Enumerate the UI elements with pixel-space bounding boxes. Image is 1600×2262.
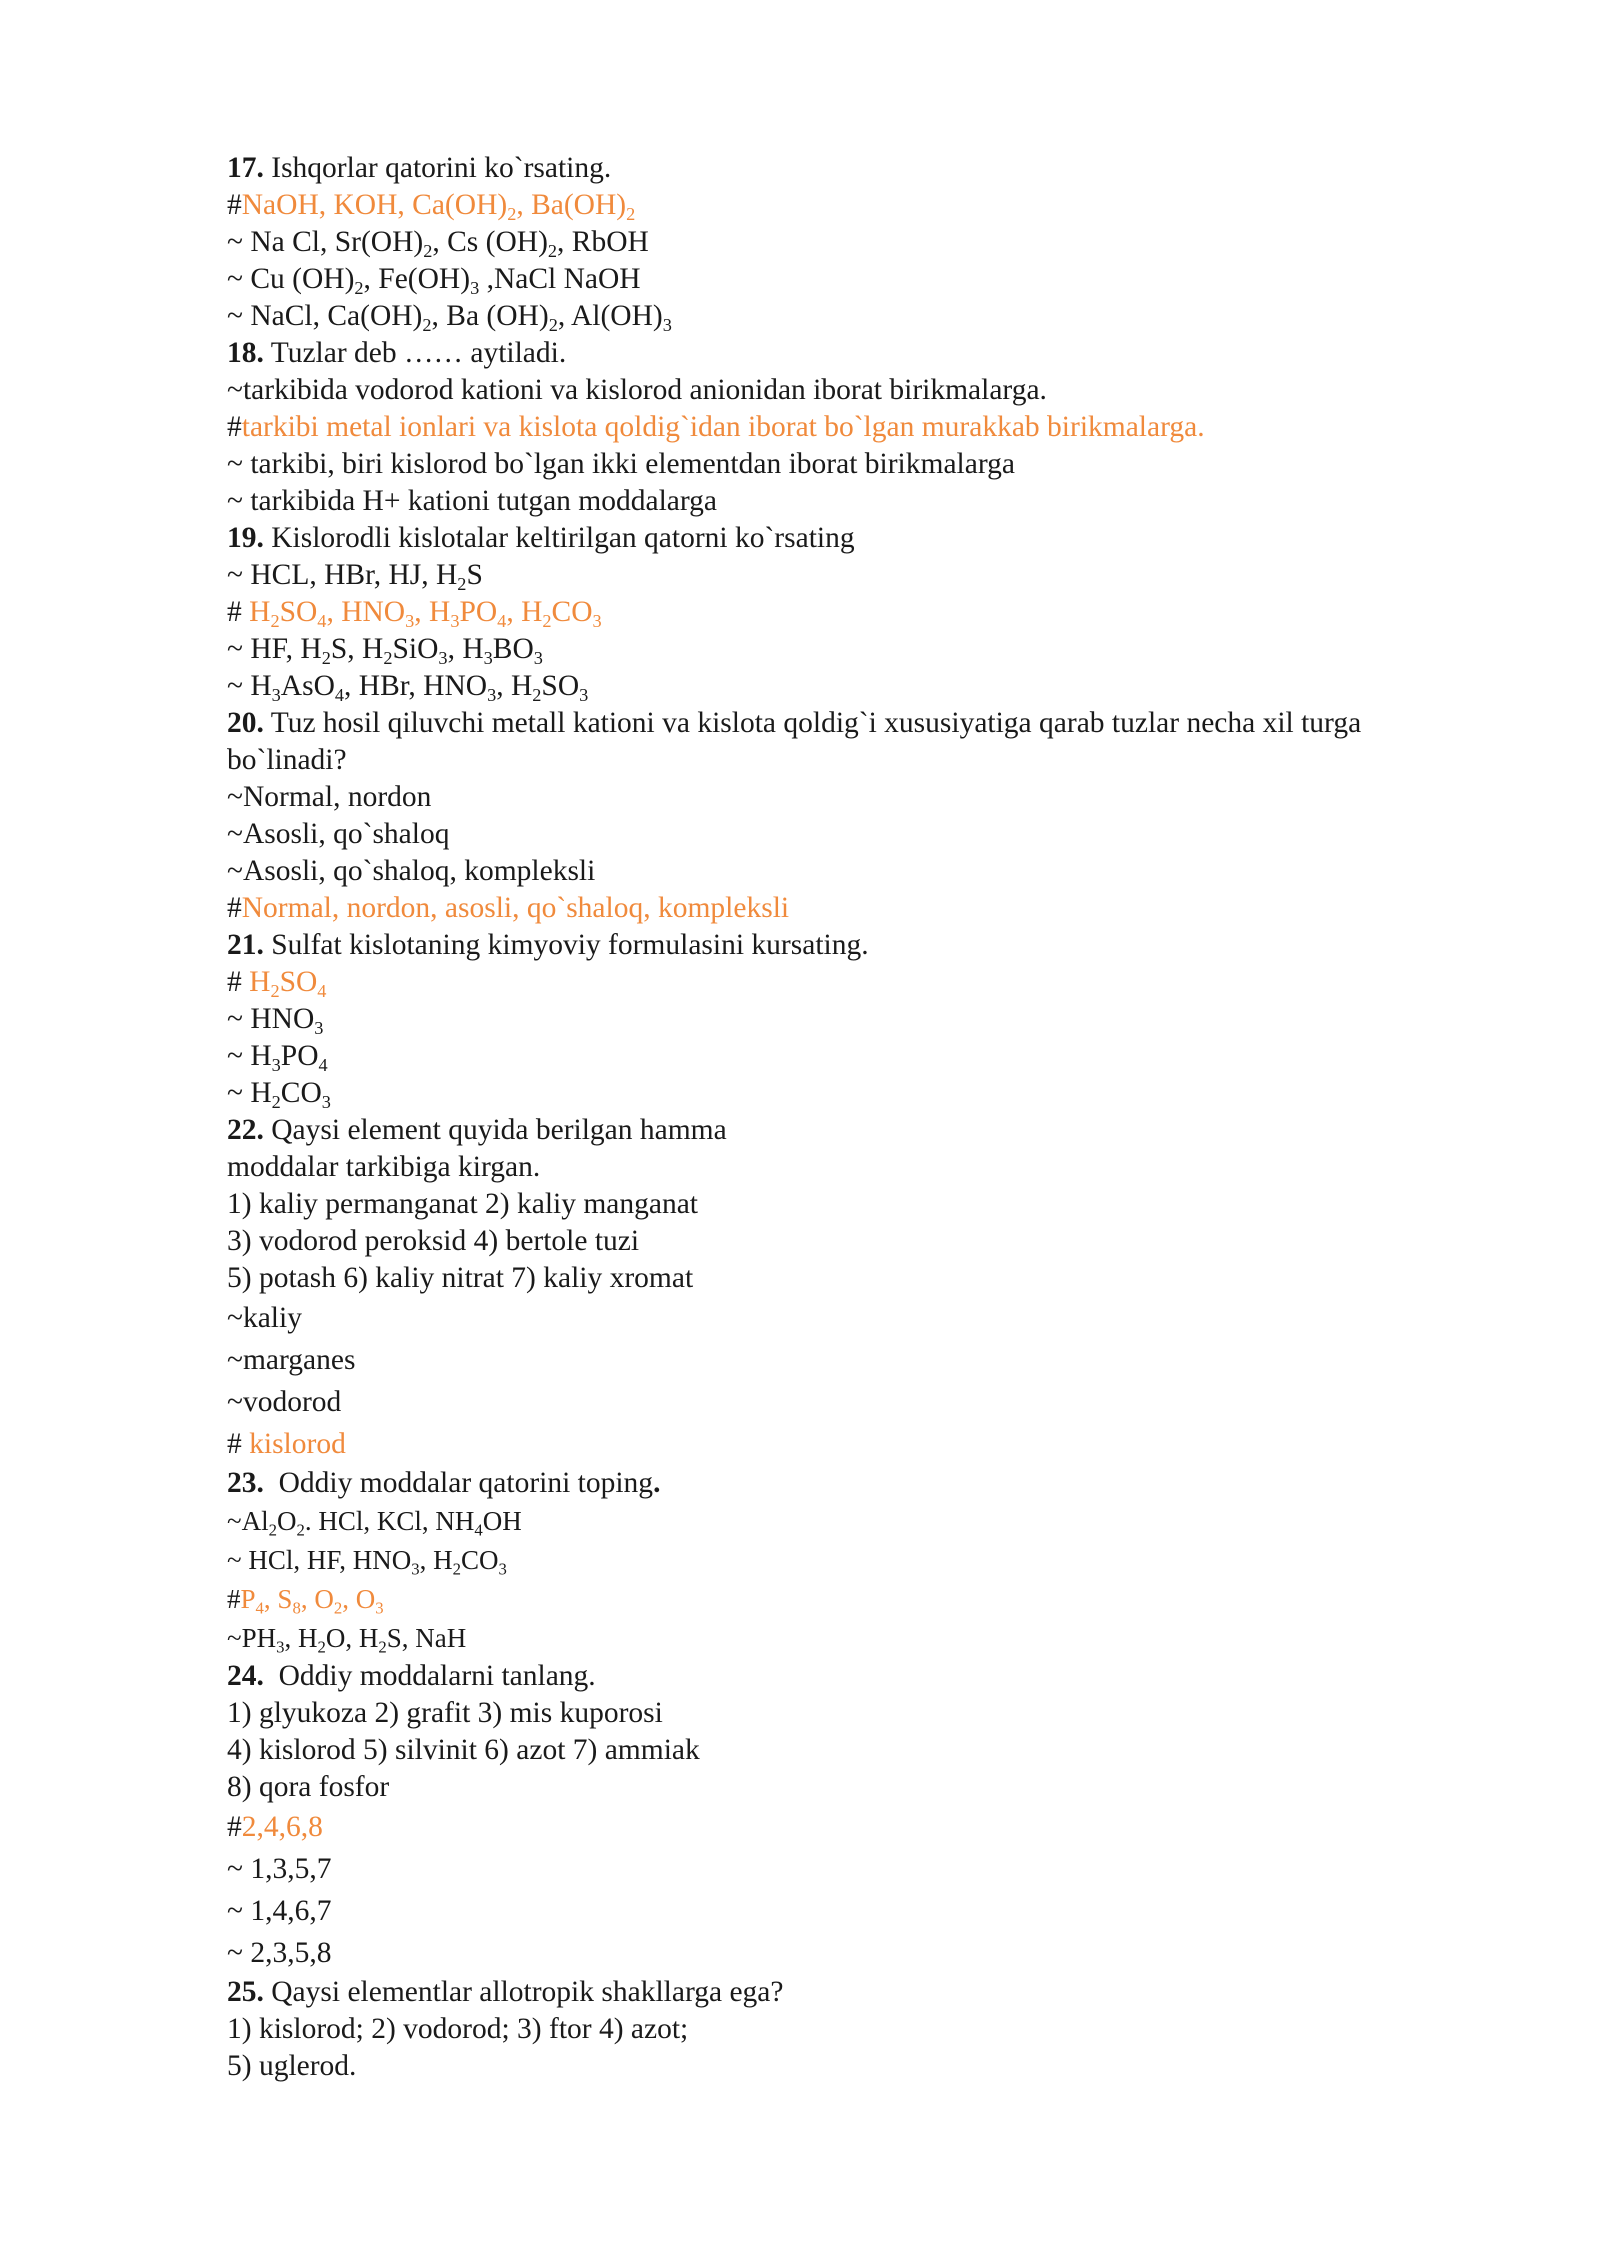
subscript: 3 [438, 647, 448, 668]
option-line [227, 631, 1477, 668]
option-line [227, 1075, 1477, 1112]
subscript: 3 [314, 1017, 324, 1038]
question-text: Kislorodli kislotalar keltirilgan qatorni ko`rsating [263, 522, 855, 554]
option-line [227, 1695, 1477, 1732]
subscript: 3 [470, 277, 480, 298]
option-text: ~ $HNO_3$ [227, 1003, 324, 1038]
question-line [227, 1465, 1477, 1502]
subscript: 2 [548, 314, 558, 335]
question-line [227, 1112, 1477, 1149]
subscript: 2 [378, 1637, 387, 1657]
option-text: ~ HCl, HF, $HNO_3$, $H_2CO_3$ [227, 1545, 507, 1579]
subscript: 4 [255, 1598, 264, 1618]
subscript: 2 [452, 1559, 461, 1579]
option-line [227, 853, 1477, 890]
option-line [227, 1381, 1477, 1423]
subscript: 3 [271, 684, 281, 705]
correct-answer-text: $P_4$, $S_8$, $O_2$, $O_3$ [240, 1584, 384, 1618]
subscript: 2 [317, 1637, 326, 1657]
option-text: 1) glyukoza 2) grafit 3) mis kuporosi [227, 1697, 663, 1729]
answer-marker: # [227, 966, 250, 998]
subscript: 2 [507, 203, 517, 224]
option-text: bo`linadi? [227, 744, 347, 776]
option-line [227, 1890, 1477, 1932]
option-text: 8) qora fosfor [227, 1771, 390, 1803]
subscript: 2 [542, 610, 552, 631]
subscript: 3 [375, 1598, 384, 1618]
subscript: 4 [317, 980, 327, 1001]
answer-marker: # [227, 189, 242, 221]
correct-answer-line [227, 409, 1477, 446]
option-text: $\sim PH_3$, $H_2O$, $H_2S$, NaH [227, 1623, 467, 1657]
option-text: ~ HF, $H_2S$, $H_2SiO_3$, $H_3BO_3$ [227, 633, 543, 668]
question-line [227, 520, 1477, 557]
correct-answer-text: $H_2SO_4$, $HNO_3$, $H_3PO_4$, $H_2CO_3$ [249, 596, 602, 631]
option-text: $\sim Al_2O_2$. HCl, KCl, $NH_4OH$ [227, 1506, 522, 1540]
option-line [227, 372, 1477, 409]
subscript: 4 [474, 1520, 483, 1540]
option-line [227, 1186, 1477, 1223]
option-text: ~ NaCl, $Ca(OH)_2$, Ba $(OH)_2$, $Al(OH)_3$ [227, 300, 672, 335]
subscript: 3 [450, 610, 460, 631]
subscript: 3 [533, 647, 543, 668]
subscript: 3 [405, 610, 415, 631]
subscript: 2 [268, 1520, 277, 1540]
subscript: 2 [354, 277, 364, 298]
option-line [227, 1732, 1477, 1769]
question-number: 25. [227, 1976, 264, 2008]
option-line [227, 1149, 1477, 1186]
subscript: 4 [497, 610, 507, 631]
correct-answer-line [227, 1423, 1477, 1465]
correct-answer-line [227, 1806, 1477, 1848]
question-line [227, 927, 1477, 964]
option-text: ~kaliy [227, 1302, 302, 1334]
question-line [227, 705, 1477, 742]
subscript: 2 [296, 1520, 305, 1540]
question-number: 19. [227, 522, 264, 554]
subscript: 4 [317, 610, 327, 631]
option-line [227, 1223, 1477, 1260]
question-tail: . [653, 1467, 661, 1499]
subscript: 2 [547, 240, 558, 261]
question-text: Qaysi elementlar allotropik shakllarga ega? [263, 1976, 784, 2008]
option-line [227, 1932, 1477, 1974]
answer-marker: # [227, 1428, 250, 1460]
question-text: Oddiy moddalarni tanlang. [263, 1660, 596, 1692]
option-text: ~ 1,3,5,7 [227, 1853, 332, 1885]
subscript: 2 [271, 1091, 281, 1112]
option-text: ~vodorod [227, 1386, 342, 1418]
option-line [227, 1541, 1477, 1580]
option-text: ~ Na Cl, $Sr(OH)_2$, Cs $(OH)_2$, RbOH [227, 226, 649, 261]
option-text: ~ HCL, HBr, HJ, $H_2S$ [227, 559, 483, 594]
question-text: Ishqorlar qatorini ko`rsating. [263, 152, 612, 184]
option-line [227, 1619, 1477, 1658]
correct-answer-text: Normal, nordon, asosli, qo`shaloq, kompleksli [241, 892, 790, 924]
subscript: 3 [411, 1559, 420, 1579]
question-text: Qaysi element quyida berilgan hamma [263, 1114, 727, 1146]
option-line [227, 668, 1477, 705]
option-text: 1) kislorod; 2) vodorod; 3) ftor 4) azot; [227, 2013, 689, 2045]
option-text: 4) kislorod 5) silvinit 6) azot 7) ammiak [227, 1734, 700, 1766]
subscript: 8 [292, 1598, 301, 1618]
option-line [227, 298, 1477, 335]
option-line [227, 446, 1477, 483]
question-number: 23. [227, 1467, 264, 1499]
question-number: 17. [227, 152, 264, 184]
correct-answer-text: 2,4,6,8 [241, 1811, 323, 1843]
option-line [227, 779, 1477, 816]
option-text: ~ $H_3AsO_4$, HBr, $HNO_3$, $H_2SO_3$ [227, 670, 589, 705]
subscript: 2 [270, 610, 280, 631]
subscript: 3 [321, 1091, 331, 1112]
option-line [227, 224, 1477, 261]
subscript: 2 [422, 314, 432, 335]
option-line [227, 2048, 1477, 2085]
option-text: ~ tarkibi, biri kislorod bo`lgan ikki elementdan iborat birikmalarga [227, 448, 1015, 480]
subscript: 3 [276, 1637, 285, 1657]
correct-answer-text: tarkibi metal ionlari va kislota qoldig`idan iborat bo`lgan murakkab birikmalarga. [241, 411, 1205, 443]
option-text: ~Normal, nordon [227, 781, 432, 813]
option-line [227, 1769, 1477, 1806]
question-number: 22. [227, 1114, 264, 1146]
correct-answer-line [227, 964, 1477, 1001]
option-text: 5) uglerod. [227, 2050, 357, 2082]
question-line [227, 1974, 1477, 2011]
option-text: ~ Cu $(OH)_2$, $Fe(OH)_3$ ,NaCl NaOH [227, 263, 641, 298]
option-line [227, 742, 1477, 779]
answer-marker: # [227, 892, 242, 924]
option-line [227, 1260, 1477, 1297]
subscript: 4 [334, 684, 345, 705]
question-text: Tuzlar deb …… aytiladi. [263, 337, 567, 369]
option-text: ~ tarkibida H+ kationi tutgan moddalarga [227, 485, 718, 517]
subscript: 3 [483, 647, 493, 668]
option-text: 1) kaliy permanganat 2) kaliy manganat [227, 1188, 699, 1220]
option-line [227, 1038, 1477, 1075]
subscript: 2 [423, 240, 433, 261]
option-text: 3) vodorod peroksid 4) bertole tuzi [227, 1225, 640, 1257]
subscript: 3 [498, 1559, 507, 1579]
option-line [227, 816, 1477, 853]
option-text: ~ $H_3PO_4$ [227, 1040, 328, 1075]
subscript: 2 [333, 1598, 343, 1618]
subscript: 3 [271, 1054, 281, 1075]
option-text: ~ 1,4,6,7 [227, 1895, 332, 1927]
subscript: 4 [318, 1054, 328, 1075]
subscript: 2 [321, 647, 331, 668]
subscript: 2 [383, 647, 393, 668]
option-line [227, 1339, 1477, 1381]
option-line [227, 261, 1477, 298]
option-line [227, 1297, 1477, 1339]
correct-answer-line [227, 187, 1477, 224]
correct-answer-text: NaOH, KOH, $Ca(OH)_2$, $Ba(OH)_2$ [241, 189, 636, 224]
question-line [227, 335, 1477, 372]
question-text: Tuz hosil qiluvchi metall kationi va kislota qoldig`i xususiyatiga qarab tuzlar necha xil turga [263, 707, 1362, 739]
subscript: 3 [579, 684, 589, 705]
correct-answer-line [227, 890, 1477, 927]
option-text: ~ $H_2CO_3$ [227, 1077, 331, 1112]
option-line [227, 1848, 1477, 1890]
option-line [227, 1001, 1477, 1038]
option-text: ~Asosli, qo`shaloq [227, 818, 450, 850]
answer-marker: # [227, 1584, 241, 1614]
option-text: ~tarkibida vodorod kationi va kislorod anionidan iborat birikmalarga. [227, 374, 1047, 406]
subscript: 2 [270, 980, 280, 1001]
option-line [227, 1502, 1477, 1541]
correct-answer-text: kislorod [249, 1428, 346, 1460]
option-line [227, 2011, 1477, 2048]
question-number: 21. [227, 929, 264, 961]
subscript: 2 [457, 573, 467, 594]
subscript: 3 [662, 314, 672, 335]
answer-marker: # [227, 411, 242, 443]
subscript: 2 [626, 203, 636, 224]
subscript: 3 [487, 684, 497, 705]
option-text: 5) potash 6) kaliy nitrat 7) kaliy xromat [227, 1262, 694, 1294]
option-text: ~Asosli, qo`shaloq, kompleksli [227, 855, 596, 887]
question-number: 20. [227, 707, 264, 739]
answer-marker: # [227, 596, 250, 628]
option-line [227, 483, 1477, 520]
question-line [227, 150, 1477, 187]
correct-answer-line [227, 1580, 1477, 1619]
question-text: Sulfat kislotaning kimyoviy formulasini kursating. [263, 929, 869, 961]
question-number: 18. [227, 337, 264, 369]
subscript: 2 [532, 684, 542, 705]
correct-answer-text: $H_2SO_4$ [249, 966, 327, 1001]
option-line [227, 557, 1477, 594]
document-page [227, 150, 1477, 2085]
question-line [227, 1658, 1477, 1695]
question-text: Oddiy moddalar qatorini toping [263, 1467, 654, 1499]
answer-marker: # [227, 1811, 242, 1843]
question-number: 24. [227, 1660, 264, 1692]
option-text: ~marganes [227, 1344, 356, 1376]
subscript: 3 [592, 610, 602, 631]
option-text: moddalar tarkibiga kirgan. [227, 1151, 541, 1183]
option-text: ~ 2,3,5,8 [227, 1937, 332, 1969]
correct-answer-line [227, 594, 1477, 631]
